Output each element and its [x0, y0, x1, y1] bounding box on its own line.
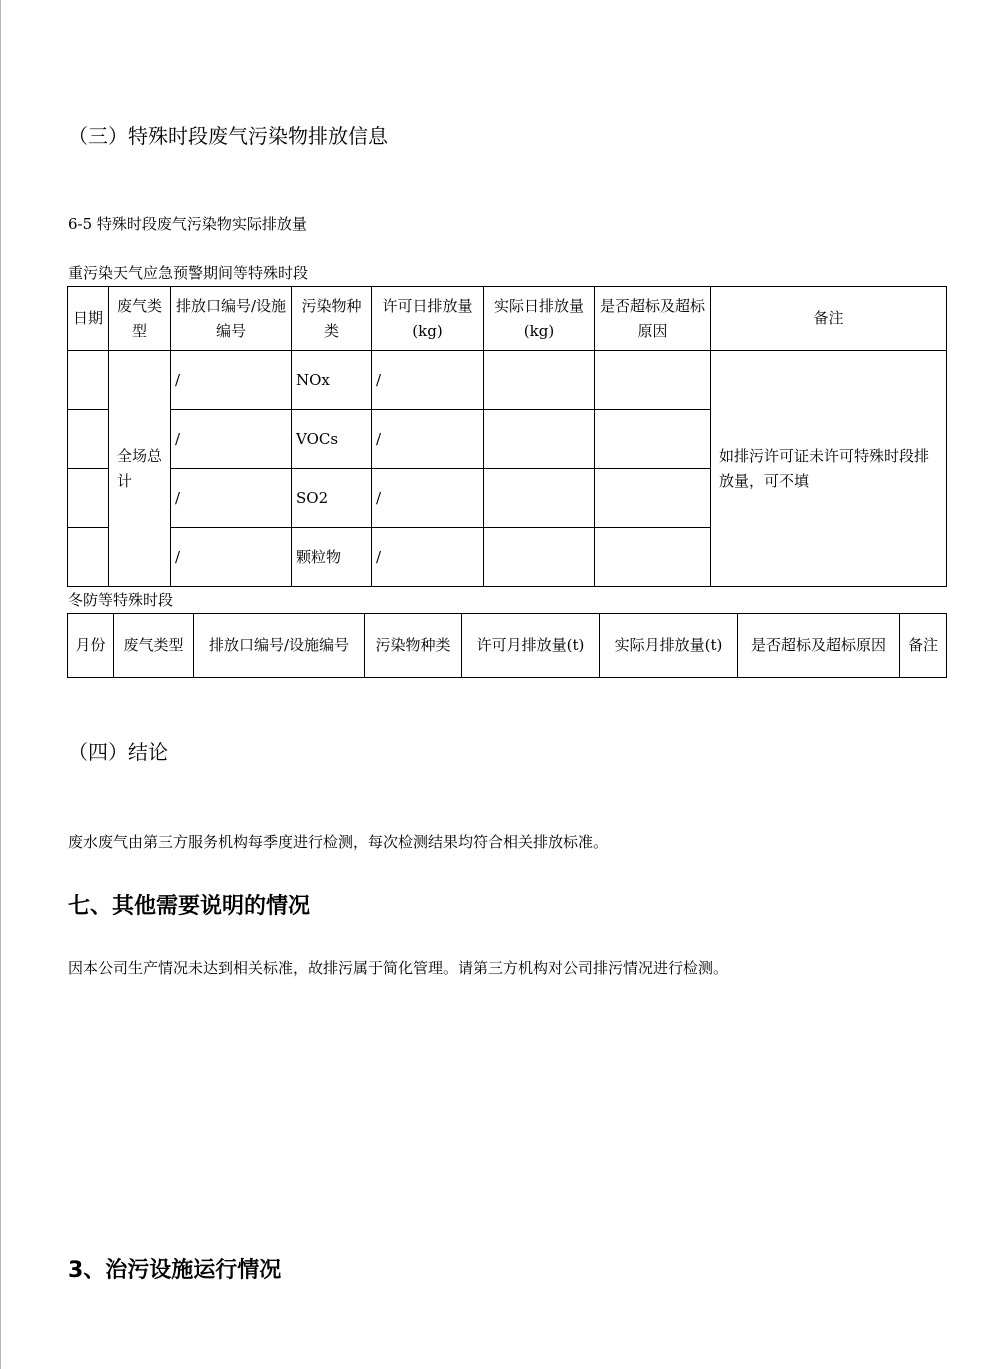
col-header-remark: 备注	[711, 287, 947, 351]
winter-period-monthly-table	[67, 613, 947, 678]
col-header-gas-type: 废气类型	[109, 287, 171, 351]
date-cell	[68, 528, 109, 587]
col-header-exceed: 是否超标及超标原因	[738, 614, 900, 678]
col-header-pollutant: 污染物种类	[292, 287, 372, 351]
permit-cell: /	[372, 469, 484, 528]
section4-title: （四）结论	[68, 740, 168, 764]
col-header-actual-daily: 实际日排放量(kg)	[484, 287, 595, 351]
col-header-actual-monthly: 实际月排放量(t)	[600, 614, 738, 678]
outlet-cell: /	[171, 469, 292, 528]
permit-cell: /	[372, 410, 484, 469]
pollutant-cell: VOCs	[292, 410, 372, 469]
remark-cell: 如排污许可证未许可特殊时段排放量，可不填	[711, 351, 947, 587]
actual-cell	[484, 351, 595, 410]
permit-cell: /	[372, 351, 484, 410]
table1-subtitle: 重污染天气应急预警期间等特殊时段	[68, 264, 309, 282]
col-header-outlet: 排放口编号/设施编号	[171, 287, 292, 351]
pollutant-cell: SO2	[292, 469, 372, 528]
date-cell	[68, 469, 109, 528]
table-row	[68, 351, 947, 410]
pollutant-cell: NOx	[292, 351, 372, 410]
exceed-cell	[595, 351, 711, 410]
date-cell	[68, 351, 109, 410]
exceed-cell	[595, 410, 711, 469]
col-header-pollutant: 污染物种类	[365, 614, 462, 678]
permit-cell: /	[372, 528, 484, 587]
outlet-cell: /	[171, 410, 292, 469]
gas-type-cell: 全场总计	[109, 351, 171, 587]
exceed-cell	[595, 469, 711, 528]
col-header-gas-type: 废气类型	[114, 614, 194, 678]
outlet-cell: /	[171, 528, 292, 587]
col-header-remark: 备注	[900, 614, 947, 678]
page-edge	[0, 0, 1, 1369]
section-3-title: 3、治污设施运行情况	[68, 1258, 282, 1283]
section7-text: 因本公司生产情况未达到相关标准，故排污属于简化管理。请第三方机构对公司排污情况进行检测。	[68, 959, 729, 977]
outlet-cell: /	[171, 351, 292, 410]
section3-title: （三）特殊时段废气污染物排放信息	[68, 124, 388, 148]
special-period-daily-table	[67, 286, 947, 587]
conclusion-text: 废水废气由第三方服务机构每季度进行检测，每次检测结果均符合相关排放标准。	[68, 833, 609, 851]
date-cell	[68, 410, 109, 469]
col-header-permit-monthly: 许可月排放量(t)	[462, 614, 600, 678]
actual-cell	[484, 528, 595, 587]
table2-subtitle: 冬防等特殊时段	[68, 591, 174, 609]
col-header-outlet: 排放口编号/设施编号	[194, 614, 365, 678]
col-header-exceed: 是否超标及超标原因	[595, 287, 711, 351]
col-header-permit-daily: 许可日排放量(kg)	[372, 287, 484, 351]
col-header-month: 月份	[68, 614, 114, 678]
exceed-cell	[595, 528, 711, 587]
section7-title: 七、其他需要说明的情况	[68, 894, 311, 919]
pollutant-cell: 颗粒物	[292, 528, 372, 587]
actual-cell	[484, 469, 595, 528]
col-header-date: 日期	[68, 287, 109, 351]
table-caption: 6-5 特殊时段废气污染物实际排放量	[68, 215, 307, 233]
actual-cell	[484, 410, 595, 469]
